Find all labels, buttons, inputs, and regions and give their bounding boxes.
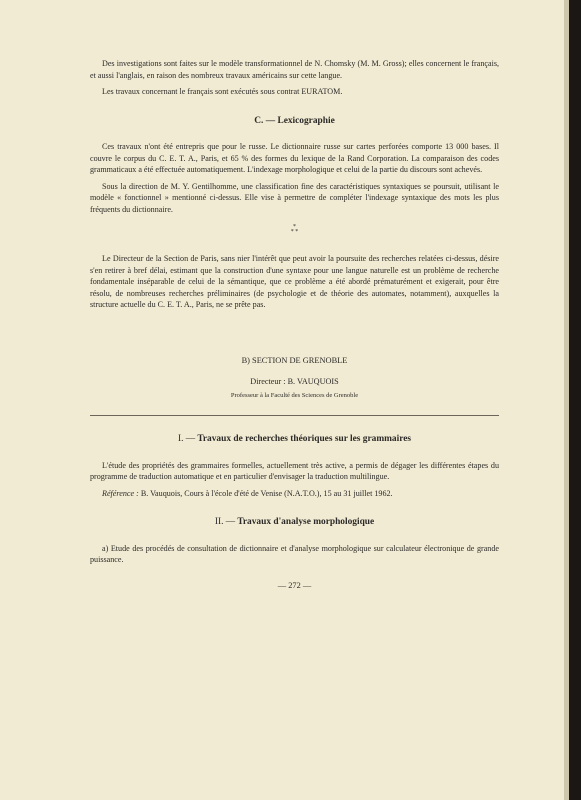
heading-ii-text: Travaux d'analyse morphologique [237,517,375,527]
page-content [90,58,499,591]
asterism-top: * [293,224,296,230]
section-grenoble-title: B) SECTION DE GRENOBLE [241,355,348,365]
heading-i-text: Travaux de recherches théoriques sur les grammaires [197,434,412,444]
page-edge [564,0,569,800]
asterism [90,225,499,235]
paragraph-lexicographie-1: Ces travaux n'ont été entrepris que pour le russe. Le dictionnaire russe sur cartes perforées comporte 13 000 bases. Il couvre le corpus du C. E. T. A., Paris, et 65 % des formes du lexique de la Rand Corporation. La comparaison des codes grammaticaux a été effectuée automatiquement. L'indexage morphologique et celui de la partie du discours sont achevés. [90,142,499,174]
paragraph-intro-2: Les travaux concernant le français sont exécutés sous contrat EURATOM. [102,87,343,96]
reference-label: Référence : [102,488,139,498]
asterism-bottom: * * [290,229,299,235]
paragraph-intro-1: Des investigations sont faites sur le modèle transformationnel de N. Chomsky (M. M. Gross); elles concernent le français, et aussi l'anglais, en raison des nombreux travaux américains sur cette langue. [90,59,499,80]
heading-ii-number: II. — [214,517,236,527]
paragraph-analysis-a: a) Etude des procédés de consultation de dictionnaire et d'analyse morphologique sur calculateur électronique de grande puissance. [90,543,499,564]
paragraph-grammars: L'étude des propriétés des grammaires formelles, actuellement très active, a permis de dégager les différentes étapes du programme de traduction automatique et en particulier d'envisager la traduction multilingue. [90,460,499,481]
heading-lexicographie: C. — Lexicographie [254,115,335,126]
heading-theoretical-research [90,434,499,446]
section-director-line: Directeur : B. VAUQUOIS [250,377,339,386]
section-divider [90,415,499,416]
page-number: — 272 — [277,580,312,590]
reference-text: B. Vauquois, Cours à l'école d'été de Venise (N.A.T.O.), 15 au 31 juillet 1962. [140,488,393,498]
paragraph-director-note: Le Directeur de la Section de Paris, sans nier l'intérêt que peut avoir la poursuite des recherches relatées ci-dessus, désire s'en retirer à bref délai, estimant que la construction d'une syntaxe pour une langue naturelle est un problème de recherche fondamentale inséparable de celui de la sémantique, que ce problème a été abordé prématurément et exigerait, pour être résolu, de nombreuses recherches préliminaires (de psychologie et de théorie des automates, notamment), auxquelles la structure actuelle du C. E. T. A., Paris, ne se prête pas. [90,254,499,309]
section-professor-line: Professeur à la Faculté des Sciences de Grenoble [230,391,359,399]
reference-entry [90,488,499,500]
paragraph-lexicographie-2: Sous la direction de M. Y. Gentilhomme, une classification fine des caractéristiques syntaxiques se poursuit, utilisant le modèle « fonctionnel » mentionné ci-dessus. Elle vise à permettre de compléter l'indexage syntaxique des mots les plus fréquents du dictionnaire. [90,181,499,214]
heading-i-number: I. — [177,434,196,444]
heading-morphological-analysis [90,517,499,529]
